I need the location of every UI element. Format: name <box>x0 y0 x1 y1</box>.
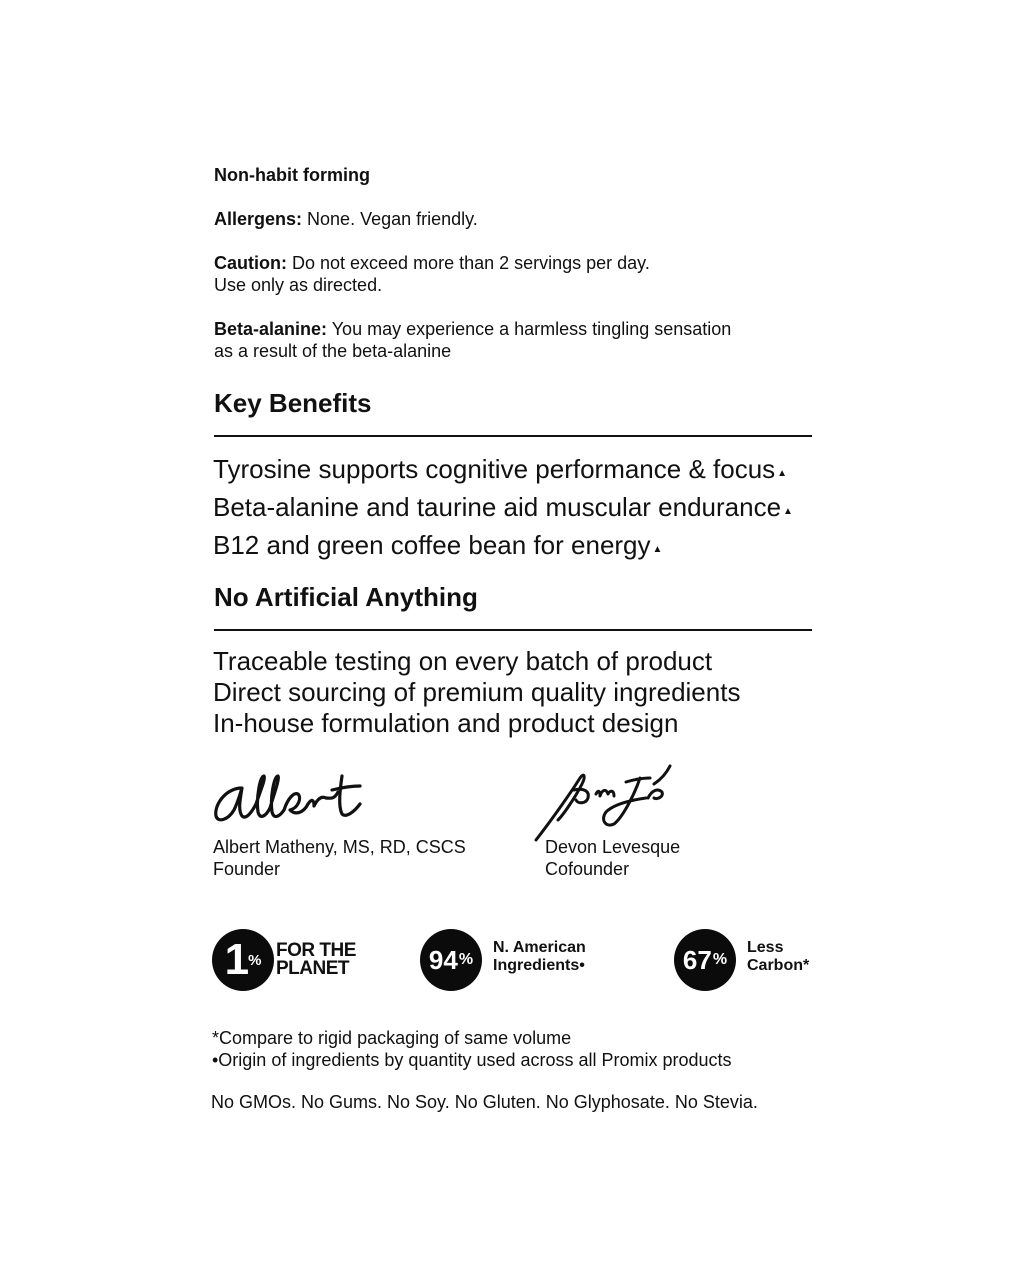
devon-signature <box>530 760 680 845</box>
badge-one-percent <box>212 929 356 991</box>
founder-name: Albert Matheny, MS, RD, CSCS <box>213 837 466 857</box>
no-claims-line: No GMOs. No Gums. No Soy. No Gluten. No Glyphosate. No Stevia. <box>211 1092 758 1112</box>
na-ingredients-label: N. American Ingredients• <box>493 939 586 974</box>
no-artificial-title: No Artificial Anything <box>214 582 478 612</box>
na-ingredients-circle: 94 % <box>420 929 482 991</box>
benefit-item: Tyrosine supports cognitive performance & focus ▲ <box>213 454 788 484</box>
list-item: Traceable testing on every batch of product <box>213 646 713 676</box>
cofounder-block <box>545 836 680 880</box>
badge-na-ingredients <box>420 929 586 991</box>
key-benefits-divider <box>214 435 812 437</box>
key-benefits-title: Key Benefits <box>214 388 372 418</box>
less-carbon-label: Less Carbon* <box>747 939 810 974</box>
beta-alanine-note <box>214 318 731 362</box>
allergens-note <box>214 208 478 230</box>
beta-line2: as a result of the beta-alanine <box>214 341 452 361</box>
footnote-packaging: *Compare to rigid packaging of same volume <box>212 1028 572 1048</box>
benefit-item: B12 and green coffee bean for energy ▲ <box>213 530 663 560</box>
non-habit-text: Non-habit forming <box>214 165 370 185</box>
list-item: In-house formulation and product design <box>213 708 679 738</box>
footnotes <box>212 1027 732 1071</box>
caution-line1: Do not exceed more than 2 servings per day. <box>286 253 650 273</box>
less-carbon-circle: 67 % <box>674 929 736 991</box>
allergens-label: Allergens: <box>214 209 303 229</box>
cofounder-role: Cofounder <box>545 859 630 879</box>
caution-line2: Use only as directed. <box>214 275 383 295</box>
benefit-item: Beta-alanine and taurine aid muscular endurance ▲ <box>213 492 793 522</box>
triangle-mark-icon: ▲ <box>777 468 788 479</box>
albert-signature <box>210 768 385 828</box>
founder-role: Founder <box>213 859 281 879</box>
caution-note <box>214 252 650 296</box>
one-percent-label: FOR THE PLANET <box>276 940 356 979</box>
footnote-origin: •Origin of ingredients by quantity used across all Promix products <box>212 1050 732 1070</box>
allergens-text: None. Vegan friendly. <box>302 209 478 229</box>
list-item: Direct sourcing of premium quality ingredients <box>213 677 741 707</box>
beta-label: Beta-alanine: <box>214 319 328 339</box>
key-benefits-list <box>213 453 793 566</box>
one-percent-circle: 1 % <box>212 929 274 991</box>
no-artificial-divider <box>214 629 812 631</box>
cofounder-name: Devon Levesque <box>545 837 681 857</box>
non-habit-note <box>214 164 370 186</box>
caution-label: Caution: <box>214 253 287 273</box>
triangle-mark-icon: ▲ <box>652 544 663 555</box>
beta-line1: You may experience a harmless tingling sensation <box>327 319 732 339</box>
badge-less-carbon <box>674 929 809 991</box>
triangle-mark-icon: ▲ <box>783 506 793 517</box>
founder-block <box>213 836 466 880</box>
no-artificial-list <box>213 646 740 739</box>
